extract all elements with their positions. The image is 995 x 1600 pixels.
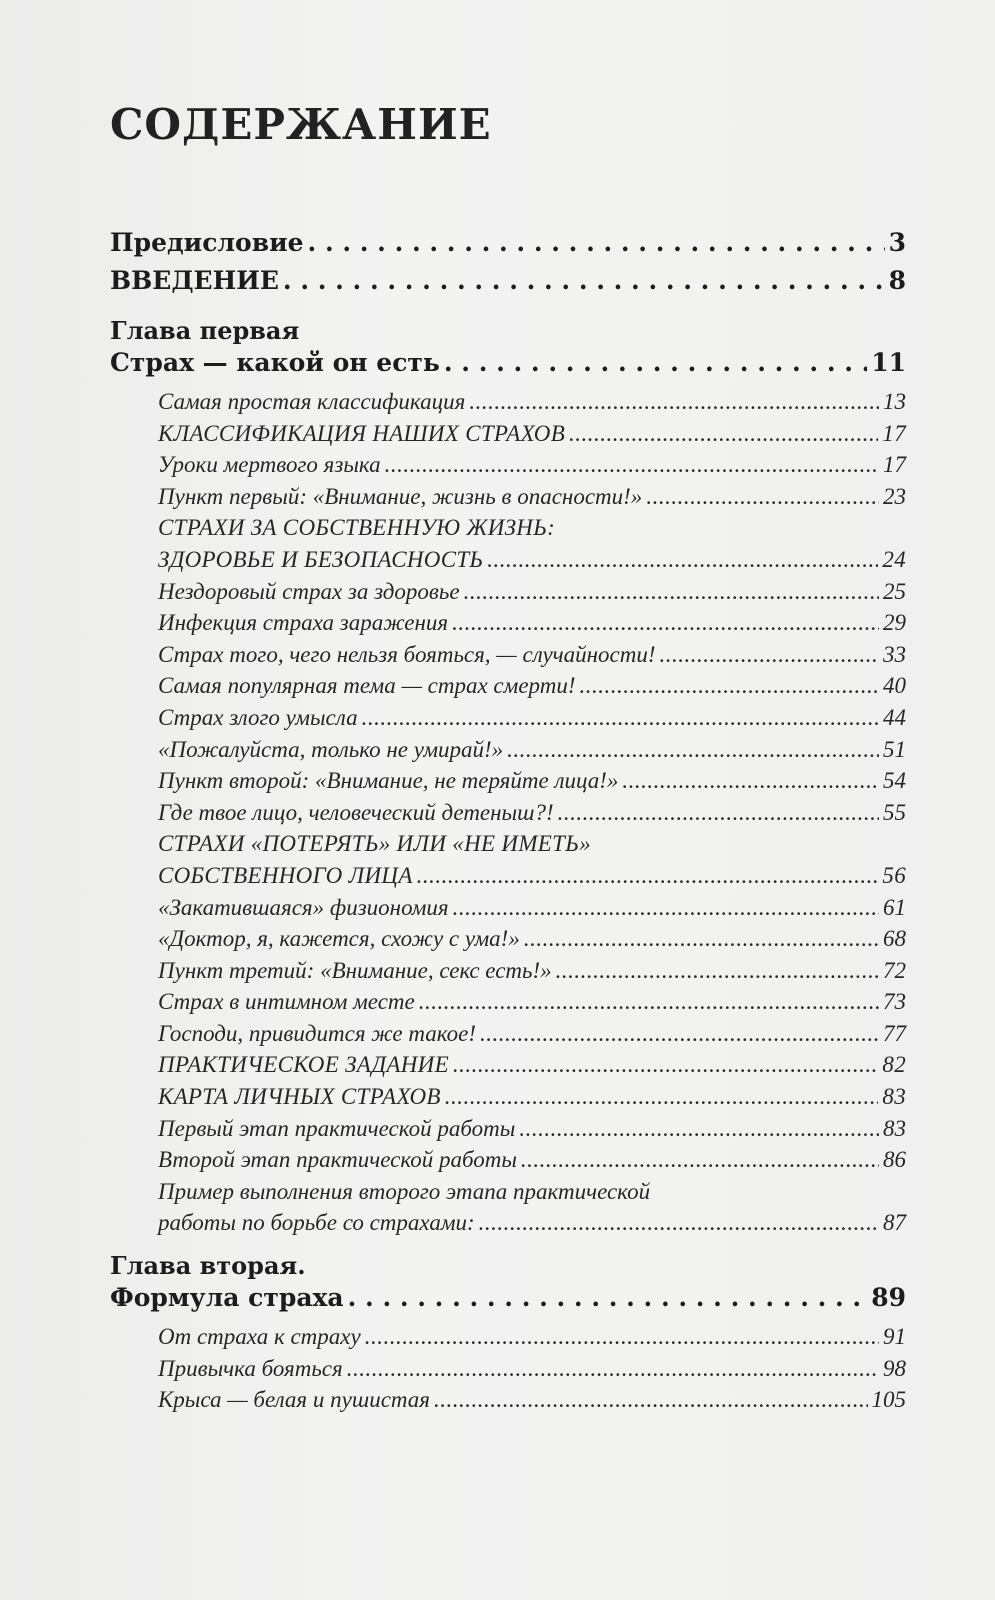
toc-subentry (158, 734, 906, 766)
dot-leader (362, 702, 879, 734)
entry-title: Привычка бояться (158, 1355, 343, 1381)
page-number: 77 (883, 1020, 906, 1046)
entry-title: Пункт первый: «Внимание, жизнь в опасности!» (158, 483, 643, 509)
toc-subentry (158, 1049, 906, 1081)
page-number: 68 (883, 926, 906, 952)
page-number: 51 (883, 736, 906, 762)
page-number: 17 (883, 452, 906, 478)
entry-title: Формула страха (110, 1283, 344, 1313)
page-number: 72 (883, 957, 906, 983)
toc-subentry (158, 986, 906, 1018)
toc-subentry (158, 923, 906, 955)
toc-subentry (158, 639, 906, 671)
page-number: 56 (882, 862, 906, 888)
dot-leader (283, 266, 885, 295)
toc-entry-preface (110, 228, 906, 266)
dot-leader (646, 481, 879, 513)
entry-title: Инфекция страха заражения (158, 610, 449, 636)
dot-leader (385, 449, 879, 481)
toc-subentry-line: Пример выполнения второго этапа практической (158, 1178, 651, 1204)
entry-title: От страха к страху (158, 1324, 361, 1350)
entry-title: работы по борьбе со страхами: (158, 1210, 475, 1236)
toc-subentry (158, 702, 906, 734)
toc-subentry (158, 1207, 906, 1239)
dot-leader (558, 797, 879, 829)
page-number: 40 (883, 673, 906, 699)
toc-subentry (158, 1081, 906, 1113)
dot-leader (521, 1144, 879, 1176)
page-number: 29 (883, 610, 906, 636)
dot-leader (487, 544, 878, 576)
dot-leader (417, 860, 879, 892)
entry-title: Страх в интимном месте (158, 989, 415, 1015)
dot-leader (556, 955, 879, 987)
entry-title: Господи, привидится же такое! (158, 1020, 477, 1046)
dot-leader (348, 1283, 868, 1312)
entry-title: ВВЕДЕНИЕ (110, 266, 279, 295)
page-number: 87 (883, 1210, 906, 1236)
toc-subentry (158, 544, 906, 576)
toc-subentry (158, 481, 906, 513)
page-number: 86 (883, 1147, 906, 1173)
toc-entry-chapter-2 (110, 1283, 906, 1321)
dot-leader (452, 607, 879, 639)
page-number: 83 (882, 1084, 906, 1110)
page-number: 3 (888, 228, 906, 257)
entry-title: ПРАКТИЧЕСКОЕ ЗАДАНИЕ (158, 1052, 449, 1078)
entry-title: Страх злого умысла (158, 704, 358, 730)
dot-leader (365, 1321, 879, 1353)
toc-subentry (158, 1144, 906, 1176)
table-of-contents (110, 228, 906, 1416)
entry-title: «Доктор, я, кажется, схожу с ума!» (158, 926, 520, 952)
entry-title: СОБСТВЕННОГО ЛИЦА (158, 862, 413, 888)
dot-leader (580, 670, 880, 702)
page-number: 54 (883, 768, 906, 794)
toc-subentry (158, 860, 906, 892)
entry-title: Предисловие (110, 228, 304, 257)
toc-subentry (158, 1018, 906, 1050)
entry-title: Самая простая классификация (158, 389, 466, 414)
dot-leader (453, 1049, 878, 1081)
toc-entry-chapter-1 (110, 348, 906, 386)
dot-leader (480, 1018, 879, 1050)
dot-leader (445, 1081, 879, 1113)
page-number: 73 (883, 989, 906, 1015)
page-number: 82 (882, 1052, 906, 1078)
toc-subentry (158, 955, 906, 987)
toc-subentry (158, 670, 906, 702)
entry-title: Нездоровый страх за здоровье (158, 578, 460, 604)
dot-leader (569, 418, 878, 450)
entry-title: Второй этап практической работы (158, 1147, 517, 1173)
toc-entry-introduction (110, 266, 906, 304)
page-number: 11 (871, 348, 906, 377)
page-number: 61 (883, 894, 906, 920)
entry-title: Уроки мертвого языка (158, 452, 381, 478)
entry-title: «Закатившаяся» физиономия (158, 894, 449, 920)
page-number: 89 (871, 1283, 906, 1313)
entry-title: Страх — какой он есть (110, 348, 440, 377)
dot-leader (308, 228, 885, 257)
toc-heading: СОДЕРЖАНИЕ (110, 100, 492, 149)
page-number: 44 (883, 704, 906, 730)
page-number: 23 (883, 483, 906, 509)
entry-title: КЛАССИФИКАЦИЯ НАШИХ СТРАХОВ (158, 420, 566, 446)
page-number: 24 (882, 546, 906, 572)
dot-leader (469, 386, 879, 418)
entry-title: Самая популярная тема — страх смерти! (158, 673, 576, 699)
chapter-2-label: Глава вторая. (110, 1251, 306, 1281)
dot-leader (622, 765, 879, 797)
toc-subentry (158, 765, 906, 797)
toc-subentry (158, 1384, 906, 1416)
page-number: 33 (883, 641, 906, 667)
page-number: 105 (871, 1387, 906, 1413)
entry-title: Пункт третий: «Внимание, секс есть!» (158, 957, 552, 983)
page-number: 25 (883, 578, 906, 604)
chapter-1-label: Глава первая (110, 316, 300, 345)
page-number: 55 (883, 799, 906, 825)
toc-subentry (158, 797, 906, 829)
page-number: 83 (883, 1115, 906, 1141)
page-number: 13 (883, 389, 906, 414)
entry-title: КАРТА ЛИЧНЫХ СТРАХОВ (158, 1084, 441, 1110)
toc-subentry (158, 576, 906, 608)
dot-leader (660, 639, 879, 671)
dot-leader (453, 892, 879, 924)
entry-title: Страх того, чего нельзя бояться, — случайности! (158, 641, 656, 667)
entry-title: «Пожалуйста, только не умирай!» (158, 736, 504, 762)
dot-leader (524, 923, 879, 955)
toc-subentry (158, 418, 906, 450)
entry-title: Первый этап практической работы (158, 1115, 516, 1141)
page-number: 98 (883, 1355, 906, 1381)
toc-subentry-line: СТРАХИ «ПОТЕРЯТЬ» ИЛИ «НЕ ИМЕТЬ» (158, 831, 591, 857)
entry-title: Крыса — белая и пушистая (158, 1387, 430, 1413)
page-number: 17 (882, 420, 906, 446)
toc-subentry (158, 1113, 906, 1145)
dot-leader (507, 734, 879, 766)
dot-leader (347, 1353, 879, 1385)
entry-title: Где твое лицо, человеческий детеныш?! (158, 799, 554, 825)
toc-subentry (158, 1353, 906, 1385)
toc-subentry (158, 892, 906, 924)
dot-leader (434, 1384, 868, 1416)
page-number: 8 (888, 266, 906, 295)
toc-subentry (158, 1321, 906, 1353)
toc-subentry (158, 449, 906, 481)
dot-leader (479, 1207, 879, 1239)
toc-subentry (158, 607, 906, 639)
page-number: 91 (883, 1324, 906, 1350)
entry-title: ЗДОРОВЬЕ И БЕЗОПАСНОСТЬ (158, 546, 484, 572)
toc-subentry-line: СТРАХИ ЗА СОБСТВЕННУЮ ЖИЗНЬ: (158, 515, 556, 541)
dot-leader (464, 576, 879, 608)
dot-leader (519, 1113, 879, 1145)
entry-title: Пункт второй: «Внимание, не теряйте лица!» (158, 768, 619, 794)
toc-subentry (158, 386, 906, 418)
dot-leader (419, 986, 879, 1018)
dot-leader (444, 348, 867, 377)
